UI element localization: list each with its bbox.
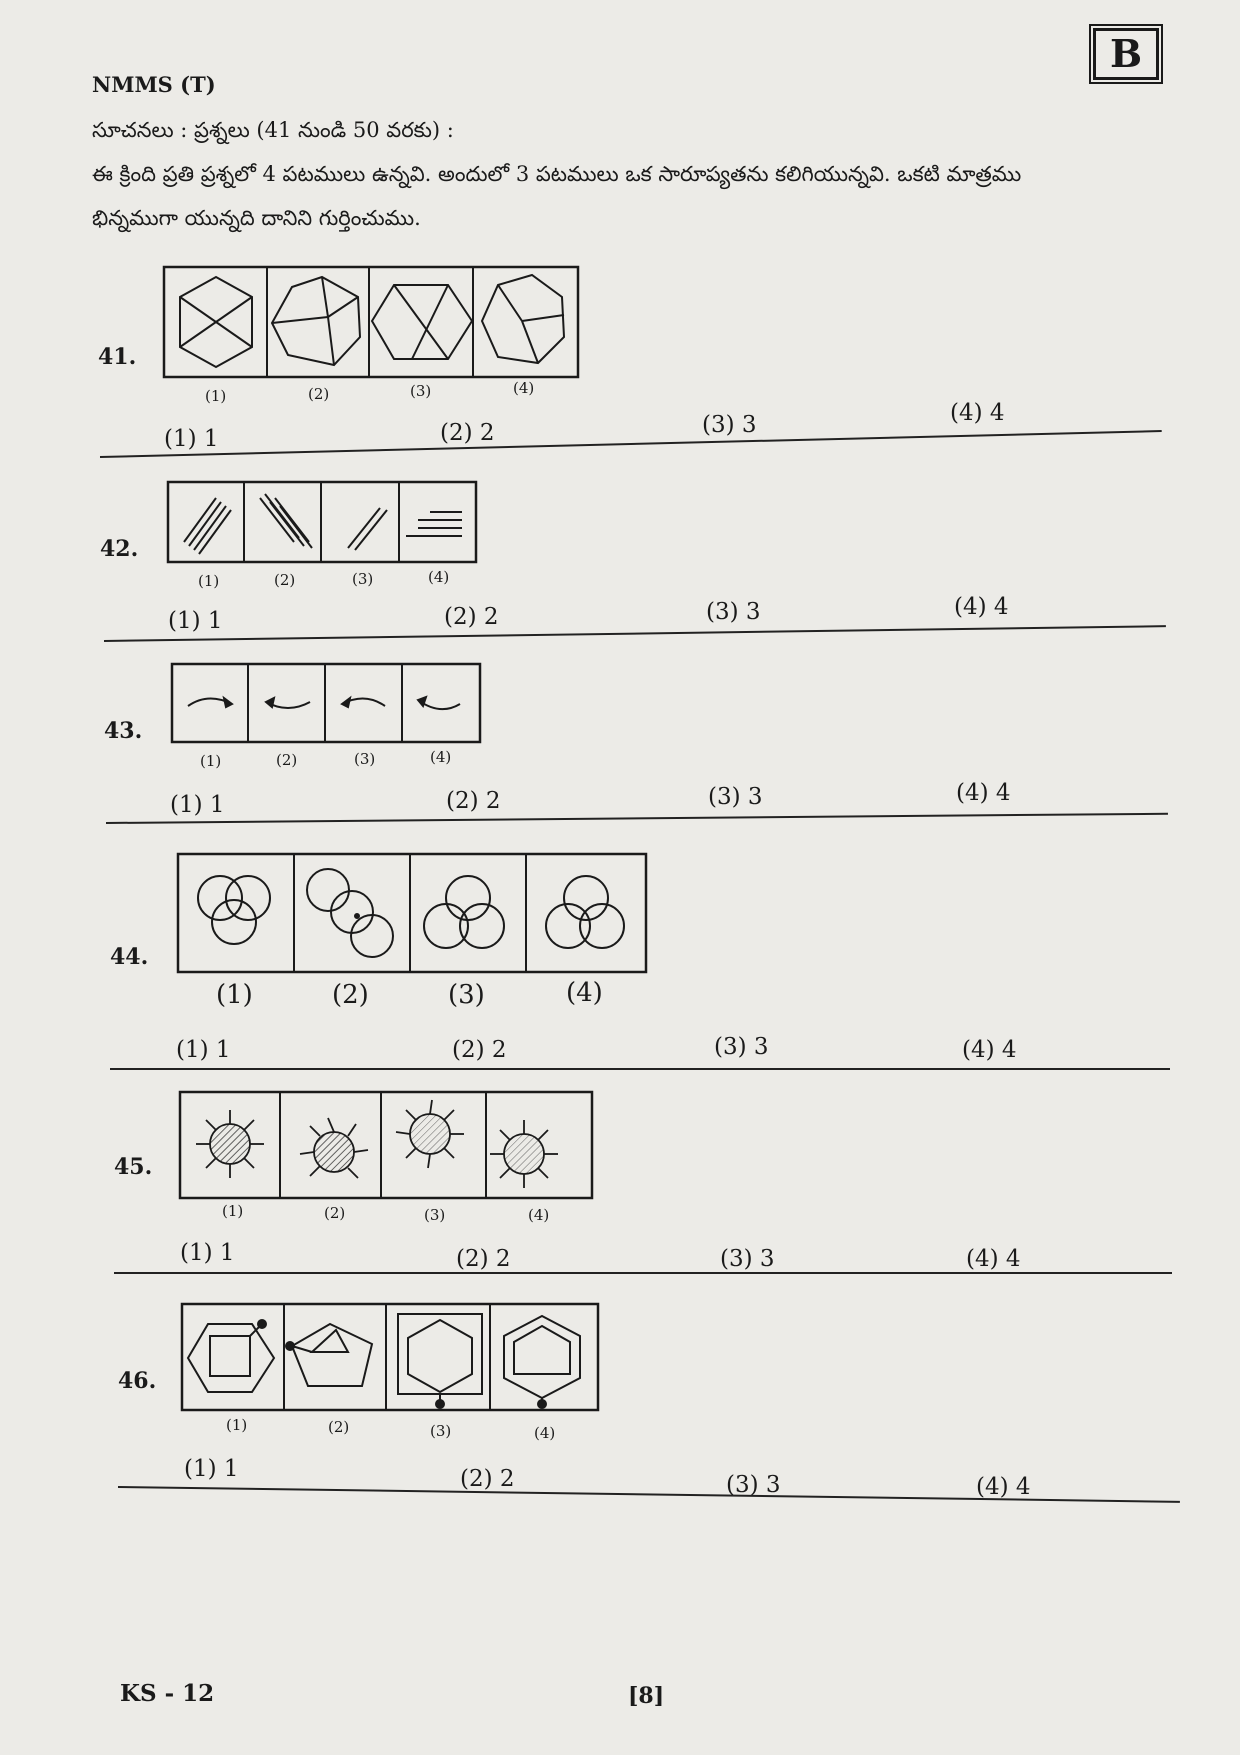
answer-option[interactable]: (4) 4 <box>950 400 1005 426</box>
figure-label: (3) <box>354 750 376 768</box>
question-number: 41. <box>98 344 137 370</box>
answer-option[interactable]: (4) 4 <box>962 1037 1017 1063</box>
answer-option[interactable]: (1) 1 <box>176 1037 231 1063</box>
figure-label: (2) <box>332 980 369 1010</box>
answer-option[interactable]: (4) 4 <box>976 1474 1031 1500</box>
figure-label: (2) <box>276 751 298 769</box>
question-42-figure <box>166 480 478 564</box>
answer-option[interactable]: (2) 2 <box>456 1246 511 1272</box>
figure-label: (2) <box>274 571 296 589</box>
answer-option[interactable]: (2) 2 <box>444 604 499 630</box>
answer-option[interactable]: (2) 2 <box>440 420 495 446</box>
separator-line <box>110 1068 1170 1070</box>
question-number: 46. <box>118 1368 157 1394</box>
answer-option[interactable]: (1) 1 <box>164 426 219 452</box>
figure-label: (4) <box>534 1424 556 1442</box>
figure-label: (1) <box>216 980 253 1010</box>
figure-label: (3) <box>448 980 485 1010</box>
question-43-figure <box>170 662 482 744</box>
separator-line <box>106 813 1168 824</box>
figure-label: (1) <box>198 572 220 590</box>
footer-code: KS - 12 <box>120 1680 215 1707</box>
question-45-figure <box>178 1090 594 1200</box>
figure-label: (3) <box>430 1422 452 1440</box>
separator-line <box>114 1272 1172 1274</box>
answer-option[interactable]: (1) 1 <box>170 792 225 818</box>
figure-label: (1) <box>200 752 222 770</box>
page-number: [8] <box>628 1683 665 1709</box>
figure-label: (3) <box>410 382 432 400</box>
separator-line <box>100 430 1162 458</box>
figure-label: (2) <box>324 1204 346 1222</box>
answer-option[interactable]: (3) 3 <box>708 784 763 810</box>
answer-option[interactable]: (3) 3 <box>706 599 761 625</box>
answer-option[interactable]: (3) 3 <box>720 1246 775 1272</box>
instructions-line-2: భిన్నముగా యున్నది దానిని గుర్తించుము. <box>92 206 421 230</box>
answer-option[interactable]: (3) 3 <box>726 1472 781 1498</box>
answer-option[interactable]: (4) 4 <box>966 1246 1021 1272</box>
answer-option[interactable]: (4) 4 <box>954 594 1009 620</box>
question-44-figure <box>176 852 648 974</box>
answer-option[interactable]: (1) 1 <box>168 608 223 634</box>
answer-option[interactable]: (3) 3 <box>714 1034 769 1060</box>
answer-option[interactable]: (4) 4 <box>956 780 1011 806</box>
figure-label: (4) <box>430 748 452 766</box>
answer-option[interactable]: (1) 1 <box>180 1240 235 1266</box>
answer-option[interactable]: (1) 1 <box>184 1456 239 1482</box>
answer-option[interactable]: (3) 3 <box>702 412 757 438</box>
figure-label: (2) <box>308 385 330 403</box>
answer-option[interactable]: (2) 2 <box>446 788 501 814</box>
instructions-title: సూచనలు : ప్రశ్నలు (41 నుండి 50 వరకు) : <box>92 118 454 142</box>
figure-label: (3) <box>352 570 374 588</box>
figure-label: (1) <box>222 1202 244 1220</box>
question-46-figure <box>180 1302 600 1412</box>
question-number: 42. <box>100 536 139 562</box>
figure-label: (4) <box>566 978 603 1008</box>
booklet-code-box: B <box>1093 28 1159 80</box>
question-number: 44. <box>110 944 149 970</box>
instructions-line-1: ఈ క్రింది ప్రతి ప్రశ్నలో 4 పటములు ఉన్నవి. అందులో 3 పటములు ఒక సారూప్యతను కలిగియున్నవి. ఒకటి మాత్రము <box>92 162 1022 186</box>
answer-option[interactable]: (2) 2 <box>452 1037 507 1063</box>
question-41-figure <box>162 265 582 381</box>
question-number: 45. <box>114 1154 153 1180</box>
figure-label: (2) <box>328 1418 350 1436</box>
figure-label: (4) <box>428 568 450 586</box>
exam-title: NMMS (T) <box>92 72 216 97</box>
figure-label: (4) <box>528 1206 550 1224</box>
figure-label: (4) <box>513 379 535 397</box>
figure-label: (1) <box>226 1416 248 1434</box>
question-number: 43. <box>104 718 143 744</box>
figure-label: (3) <box>424 1206 446 1224</box>
answer-option[interactable]: (2) 2 <box>460 1466 515 1492</box>
figure-label: (1) <box>205 387 227 405</box>
separator-line <box>104 625 1166 642</box>
